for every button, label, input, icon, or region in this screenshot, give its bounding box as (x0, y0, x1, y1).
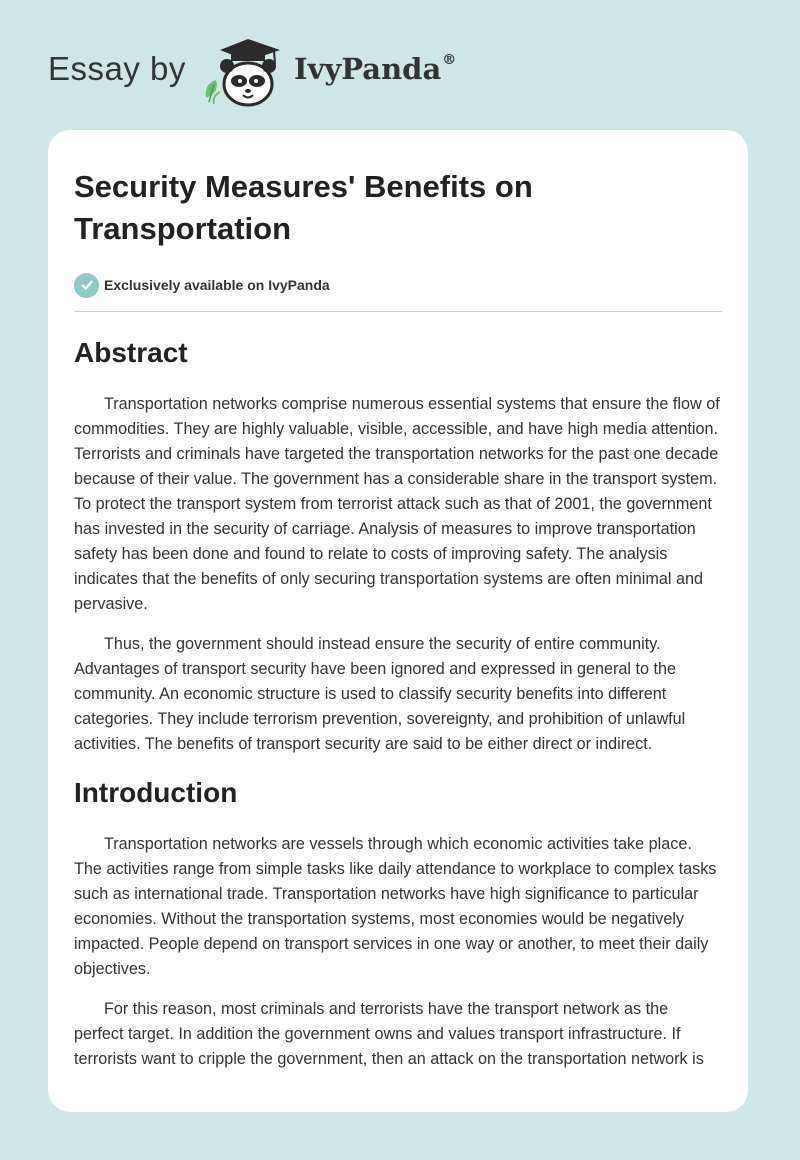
exclusive-badge (74, 272, 722, 298)
brand-text: IvyPanda (294, 52, 442, 86)
introduction-paragraph-2: For this reason, most criminals and terrorists have the transport network as the perfect target. In addition the government owns and values transport infrastructure. If terrorists want to cripple the government, then an attack on the transportation network is (74, 1000, 704, 1068)
site-header (48, 36, 548, 116)
brand-name[interactable] (294, 52, 456, 86)
section-heading-introduction: Introduction (74, 777, 238, 808)
introduction-paragraph-1: Transportation networks are vessels through which economic activities take place. The activities range from simple tasks like daily attendance to workplace to complex tasks such as international trade. Transportation networks have high significance to particular economies. Without the transportation systems, most economies would be negatively impacted. People depend on transport services in one way or another, to meet their daily objectives. (74, 835, 717, 978)
section-heading-abstract: Abstract (74, 337, 188, 368)
panda-logo-icon[interactable] (200, 36, 295, 108)
essay-title: Security Measures' Benefits on Transportation (74, 169, 533, 246)
abstract-paragraph-1: Transportation networks comprise numerous essential systems that ensure the flow of commodities. They are highly valuable, visible, accessible, and have high media attention. Terrorists and criminals have targeted the transportation networks for the past one decade because of their value. The government has a considerable share in the transport system. To protect the transport system from terrorist attack such as that of 2001, the government has invested in the security of carriage. Analysis of measures to improve transportation safety has been done and found to relate to costs of improving safety. The analysis indicates that the benefits of only securing transportation systems are often minimal and pervasive. (74, 395, 720, 613)
essay-by-text: Essay by (48, 50, 186, 87)
essay-card (48, 130, 748, 1112)
exclusive-label: Exclusively available on IvyPanda (104, 277, 330, 293)
check-circle-icon (74, 273, 99, 298)
abstract-paragraph-2: Thus, the government should instead ensure the security of entire community. Advantages of transport security have been ignored and expressed in general to the community. An economic structure is used to classify security benefits into different categories. They include terrorism prevention, sovereignty, and prohibition of unlawful activities. The benefits of transport security are said to be either direct or indirect. (74, 635, 686, 753)
registered-mark: ® (442, 52, 457, 69)
divider (74, 311, 722, 312)
